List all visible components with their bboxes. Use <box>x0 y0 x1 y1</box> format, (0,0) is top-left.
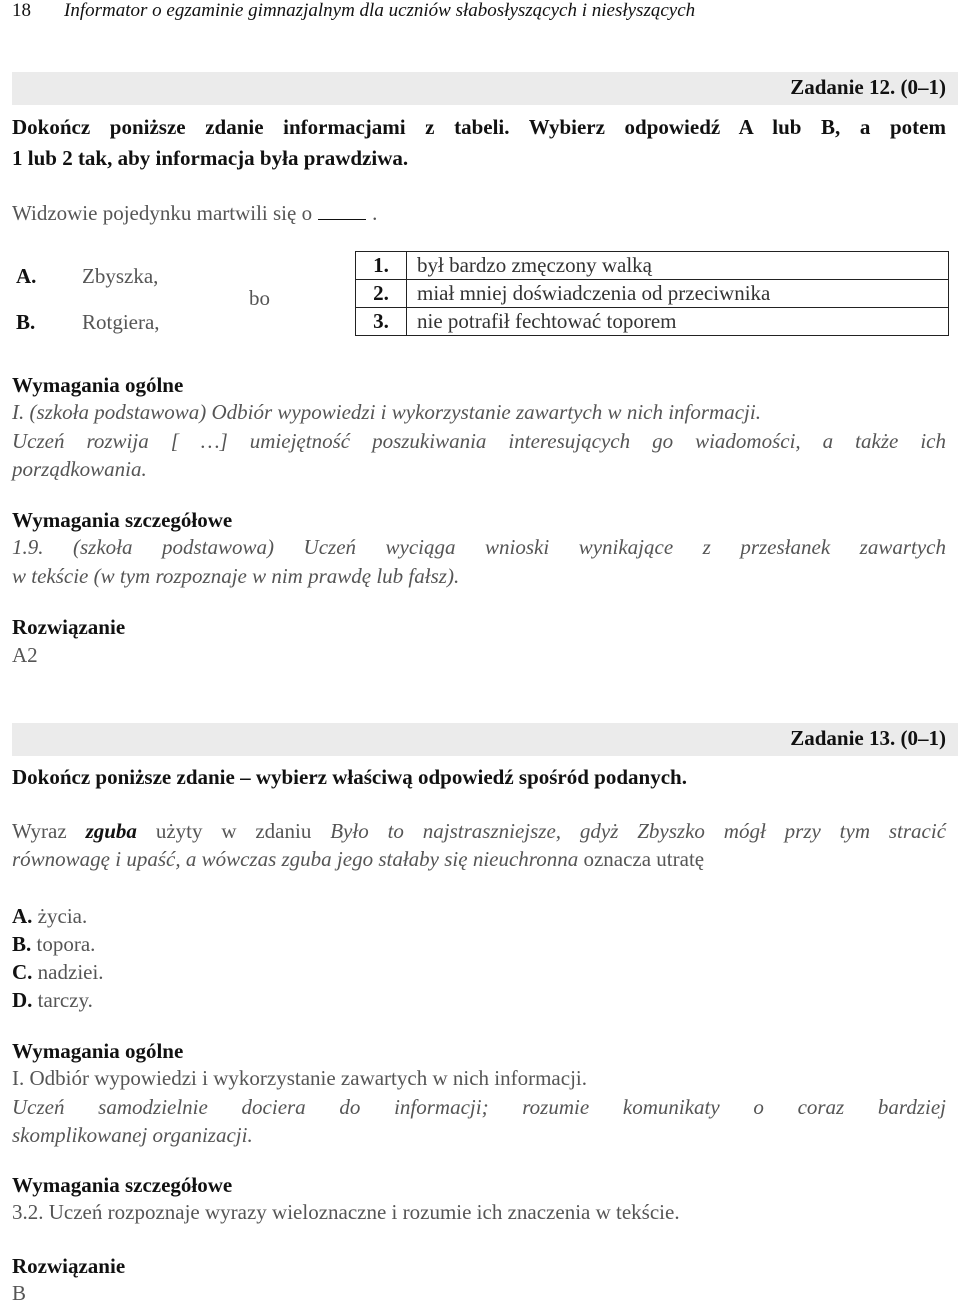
answer-option: B. topora. <box>12 932 96 956</box>
task12-general-line1: I. (szkoła podstawowa) Odbiór wypowiedzi i wykorzystanie zawartych w nich informacji. <box>12 400 761 424</box>
answer-option: D. tarczy. <box>12 988 93 1012</box>
task12-detailed-line1: 1.9. (szkoła podstawowa) Uczeń wyciąga wnioski wynikające z przesłanek zawartych <box>12 535 946 559</box>
task13-header-bar <box>12 723 958 756</box>
table-row <box>356 252 949 280</box>
table-row <box>356 280 949 308</box>
task12-general-line2: Uczeń rozwija [ …] umiejętność poszukiwania interesujących go wiadomości, a także ich <box>12 429 946 453</box>
task13-instruction: Dokończ poniższe zdanie – wybierz właściwą odpowiedź spośród podanych. <box>12 765 687 789</box>
connector-bo: bo <box>249 286 270 310</box>
options-table <box>355 251 949 336</box>
answer-option: C. nadziei. <box>12 960 104 984</box>
task13-solution: B <box>12 1281 27 1305</box>
task12-header-bar <box>12 72 958 105</box>
option-text: miał mniej doświadczenia od przeciwnika <box>407 280 949 308</box>
task13-question-line2 <box>12 845 704 873</box>
q-intro: Wyraz <box>12 819 67 843</box>
task12-detailed-line2: w tekście (w tym rozpoznaje w nim prawdę lub fałsz). <box>12 564 460 588</box>
table-row <box>356 308 949 336</box>
choice-a-text: Zbyszka, <box>82 264 159 288</box>
answer-blank <box>318 201 366 220</box>
option-number: 2. <box>356 280 407 308</box>
option-number: 1. <box>356 252 407 280</box>
task13-question-line1 <box>12 817 946 845</box>
task13-general-line2: Uczeń samodzielnie dociera do informacji; rozumie komunikaty o coraz bardziej <box>12 1095 946 1119</box>
page-number: 18 <box>12 0 31 21</box>
task13-detailed-heading: Wymagania szczegółowe <box>12 1173 233 1197</box>
option-number: 3. <box>356 308 407 336</box>
q-word: zguba <box>85 819 137 843</box>
task12-general-line3: porządkowania. <box>12 457 147 481</box>
choice-b-text: Rotgiera, <box>82 310 160 334</box>
q-mid: użyty w zdaniu <box>155 819 312 843</box>
task13-solution-heading: Rozwiązanie <box>12 1254 126 1278</box>
option-text: nie potrafił fechtować toporem <box>407 308 949 336</box>
task12-sentence <box>12 199 377 227</box>
task12-solution: A2 <box>12 643 38 667</box>
q-quote-line1: Było to najstraszniejsze, gdyż Zbyszko mógł przy tym stracić <box>330 819 947 843</box>
task13-label: Zadanie 13. (0–1) <box>790 726 946 750</box>
option-text: był bardzo zmęczony walką <box>407 252 949 280</box>
task12-solution-heading: Rozwiązanie <box>12 615 126 639</box>
answer-option: A. życia. <box>12 904 88 928</box>
choice-b-letter: B. <box>16 310 36 334</box>
task12-label: Zadanie 12. (0–1) <box>790 75 946 99</box>
q-end: oznacza utratę <box>583 847 705 871</box>
choice-a-letter: A. <box>16 264 37 288</box>
task12-sentence-end: . <box>372 201 378 225</box>
task13-detailed-line1: 3.2. Uczeń rozpoznaje wyrazy wieloznaczne i rozumie ich znaczenia w tekście. <box>12 1200 680 1224</box>
task12-instruction-line2: 1 lub 2 tak, aby informacja była prawdziwa. <box>12 146 409 170</box>
task12-instruction-line1: Dokończ poniższe zdanie informacjami z tabeli. Wybierz odpowiedź A lub B, a potem <box>12 115 946 139</box>
q-quote-line2: równowagę i upaść, a wówczas zguba jego stałaby się nieuchronna <box>12 847 579 871</box>
task13-general-line1: I. Odbiór wypowiedzi i wykorzystanie zawartych w nich informacji. <box>12 1066 587 1090</box>
page-header-title: Informator o egzaminie gimnazjalnym dla uczniów słabosłyszących i niesłyszących <box>64 0 696 21</box>
task12-general-heading: Wymagania ogólne <box>12 373 184 397</box>
task12-detailed-heading: Wymagania szczegółowe <box>12 508 233 532</box>
task12-sentence-start: Widzowie pojedynku martwili się o <box>12 201 313 225</box>
task13-general-line3: skomplikowanej organizacji. <box>12 1123 253 1147</box>
task13-general-heading: Wymagania ogólne <box>12 1039 184 1063</box>
